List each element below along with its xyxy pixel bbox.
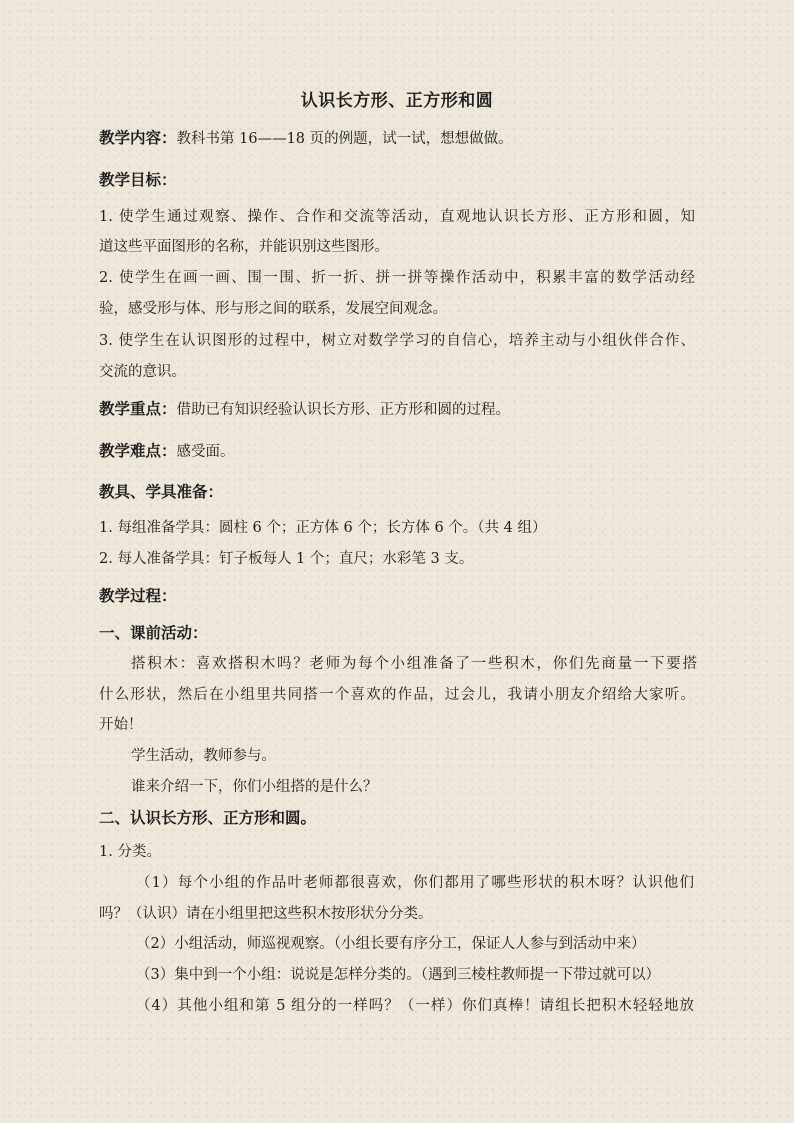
section1-heading: 一、课前活动：: [99, 623, 208, 642]
section2-line: （2）小组活动，师巡视观察。（小组长要有序分工，保证人人参与到活动中来）: [136, 936, 646, 952]
goal-line: 交流的意识。: [99, 364, 186, 380]
section2-line: （1）每个小组的作品叶老师都很喜欢，你们都用了哪些形状的积木呀？认识他们: [136, 875, 694, 891]
difficulty-row: [99, 441, 699, 462]
key-point-label: 教学重点：: [99, 399, 177, 418]
goal-line: 3. 使学生在认识图形的过程中，树立对数学学习的自信心，培养主动与小组伙伴合作、: [99, 333, 695, 349]
difficulty-label: 教学难点：: [99, 441, 177, 460]
section2-line: （3）集中到一个小组：说说是怎样分类的。（遇到三棱柱教师提一下带过就可以）: [136, 967, 660, 983]
goals-heading: 教学目标：: [99, 170, 177, 189]
teaching-content-text: 教科书第 16——18 页的例题，试一试，想想做做。: [176, 131, 513, 147]
section2-line: （4）其他小组和第 5 组分的一样吗？（一样）你们真棒！请组长把积木轻轻地放: [136, 998, 694, 1014]
page-title: 认识长方形、正方形和圆: [300, 91, 494, 111]
tools-line: 2. 每人准备学具：钉子板每人 1 个；直尺；水彩笔 3 支。: [99, 551, 474, 567]
teaching-content-row: [99, 128, 699, 149]
goal-line: 1. 使学生通过观察、操作、合作和交流等活动，直观地认识长方形、正方形和圆，知: [99, 209, 695, 225]
key-point-text: 借助已有知识经验认识长方形、正方形和圆的过程。: [176, 402, 511, 418]
key-point-row: [99, 399, 699, 420]
tools-line: 1. 每组准备学具：圆柱 6 个；正方体 6 个；长方体 6 个。（共 4 组）: [99, 520, 547, 536]
section2-line: 1. 分类。: [99, 844, 161, 860]
section1-line: 开始！: [99, 717, 143, 733]
goal-line: 道这些平面图形的名称，并能识别这些图形。: [99, 239, 389, 255]
difficulty-text: 感受面。: [176, 444, 235, 460]
section2-heading: 二、认识长方形、正方形和圆。: [99, 808, 317, 827]
tools-heading: 教具、学具准备：: [99, 482, 224, 501]
goal-line: 验，感受形与体、形与形之间的联系，发展空间观念。: [99, 301, 447, 317]
section1-line: 谁来介绍一下，你们小组搭的是什么？: [131, 779, 378, 795]
teaching-content-label: 教学内容：: [99, 128, 177, 147]
section1-line: 搭积木：喜欢搭积木吗？老师为每个小组准备了一些积木，你们先商量一下要搭: [131, 656, 697, 672]
section1-line: 什么形状，然后在小组里共同搭一个喜欢的作品，过会儿，我请小朋友介绍给大家听。: [99, 687, 695, 703]
section1-line: 学生活动，教师参与。: [131, 748, 276, 764]
process-heading: 教学过程：: [99, 586, 177, 605]
goal-line: 2. 使学生在画一画、围一围、折一折、拼一拼等操作活动中，积累丰富的数学活动经: [99, 270, 695, 286]
section2-line: 吗？（认识）请在小组里把这些积木按形状分分类。: [99, 906, 433, 922]
